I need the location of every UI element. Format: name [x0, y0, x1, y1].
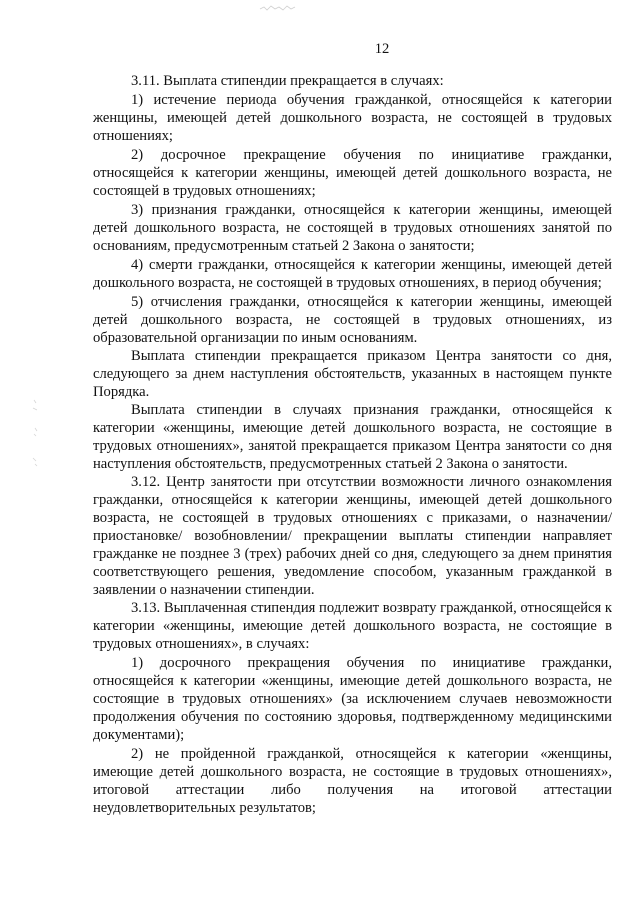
list-item-3-13-1: 1) досрочного прекращения обучения по инициативе гражданки, относящейся к категории «женщины, имеющие детей дошкольного возраста, не состоящие в трудовых отношениях» (за исключением случаев невозможности продолжения обучения по состоянию здоровья, подтвержденному медицинскими документами); [93, 655, 612, 743]
list-item-3-11-2: 2) досрочное прекращение обучения по инициативе гражданки, относящейся к категории женщины, имеющей детей дошкольного возраста, не состоящей в трудовых отношениях; [93, 147, 612, 199]
paragraph-stipend-termination-order: Выплата стипендии прекращается приказом Центра занятости со дня, следующего за днем наступления обстоятельств, указанных в настоящем пункте Порядка. [93, 348, 612, 400]
scan-artifact-top [258, 4, 298, 12]
list-item-3-13-2: 2) не пройденной гражданкой, относящейся к категории «женщины, имеющие детей дошкольного возраста, не состоящие в трудовых отношениях», итоговой аттестации либо получения на итоговой аттестации неудовлетворительных результатов; [93, 746, 612, 816]
paragraph-3-12: 3.12. Центр занятости при отсутствии возможности личного ознакомления гражданки, относящейся к категории женщины, имеющей детей дошкольного возраста, не состоящей в трудовых отношениях с приказами, о назначении/ приостановке/ возобновлении/ прекращении выплаты стипендии направляет гражданке не позднее 3 (трех) рабочих дней со дня, следующего за днем принятия соответствующего решения, уведомление способом, указанным гражданкой в заявлении о назначении стипендии. [93, 474, 612, 598]
paragraph-3-13-intro: 3.13. Выплаченная стипендия подлежит возврату гражданкой, относящейся к категории «женщины, имеющие детей дошкольного возраста, не состоящие в трудовых отношениях», в случаях: [93, 600, 612, 652]
paragraph-stipend-termination-employed: Выплата стипендии в случаях признания гражданки, относящейся к категории «женщины, имеющие детей дошкольного возраста, не состоящие в трудовых отношениях», занятой прекращается приказом Центра занятости со дня наступления обстоятельств, предусмотренных статьей 2 Закона о занятости. [93, 402, 612, 472]
scan-artifact-left [30, 398, 42, 478]
document-body [93, 72, 612, 817]
paragraph-3-11-intro: 3.11. Выплата стипендии прекращается в случаях: [131, 73, 444, 89]
page-number: 12 [374, 41, 390, 57]
list-item-3-11-3: 3) признания гражданки, относящейся к категории женщины, имеющей детей дошкольного возраста, не состоящей в трудовых отношениях занятой по основаниям, предусмотренным статьей 2 Закона о занятости; [93, 202, 612, 254]
list-item-3-11-4: 4) смерти гражданки, относящейся к категории женщины, имеющей детей дошкольного возраста, не состоящей в трудовых отношениях, в период обучения; [93, 257, 612, 291]
list-item-3-11-1: 1) истечение периода обучения гражданкой, относящейся к категории женщины, имеющей детей дошкольного возраста, не состоящей в трудовых отношениях; [93, 92, 612, 144]
list-item-3-11-5: 5) отчисления гражданки, относящейся к категории женщины, имеющей детей дошкольного возраста, не состоящей в трудовых отношениях, из образовательной организации по иным основаниям. [93, 294, 612, 346]
